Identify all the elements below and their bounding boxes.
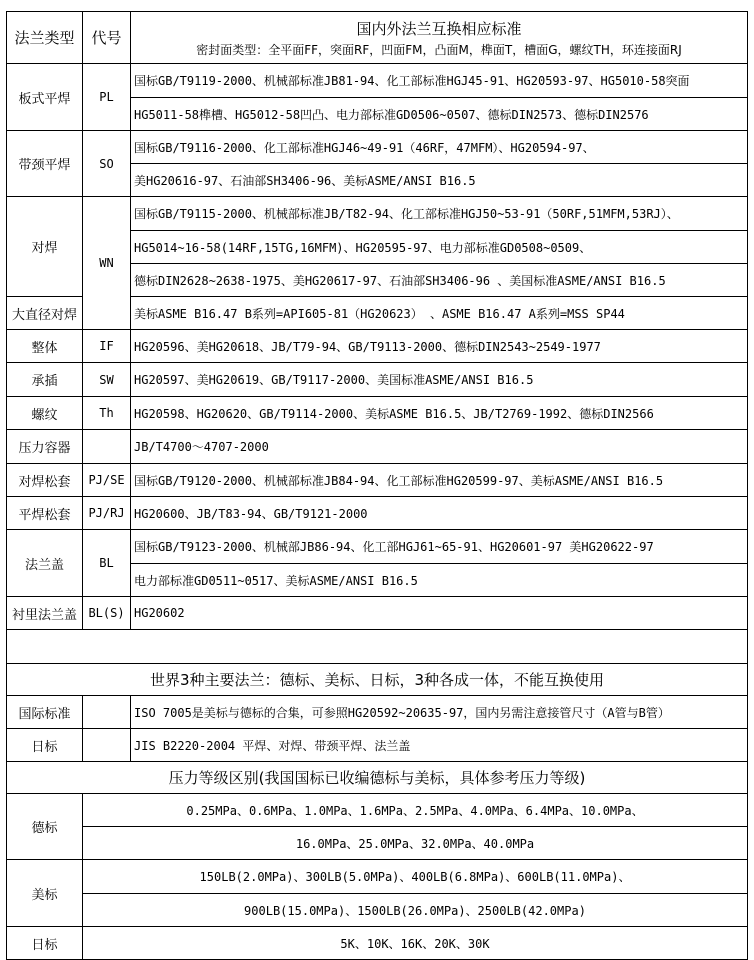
flange-type: 板式平焊 xyxy=(7,64,83,131)
standard-line: 国标GB/T9119-2000、机械部标准JB81-94、化工部标准HGJ45-91、HG20593-97、HG5010-58突面 xyxy=(131,64,748,98)
flange-type: 平焊松套 xyxy=(7,497,83,530)
table-row xyxy=(7,827,748,860)
flange-type: 对焊松套 xyxy=(7,464,83,497)
flange-code: PJ/RJ xyxy=(83,497,131,530)
sealing-face-types: 密封面类型：全平面FF，突面RF，凹面FM，凸面M，榫面T，槽面G，螺纹TH，环连接面RJ xyxy=(196,42,682,57)
standard-line: HG20598、HG20620、GB/T9114-2000、美标ASME B16.5、JB/T2769-1992、德标DIN2566 xyxy=(131,397,748,430)
header-row xyxy=(7,12,748,64)
table-row xyxy=(7,927,748,960)
jp-pressure-label: 日标 xyxy=(7,927,83,960)
table-row xyxy=(7,597,748,630)
table-row xyxy=(7,794,748,827)
standard-line: 国标GB/T9120-2000、机械部标准JB84-94、化工部标准HG20599-97、美标ASME/ANSI B16.5 xyxy=(131,464,748,497)
header-standards xyxy=(131,12,748,64)
table-row xyxy=(7,131,748,164)
standard-line: 美HG20616-97、石油部SH3406-96、美标ASME/ANSI B16.5 xyxy=(131,164,748,197)
standard-line: 电力部标准GD0511~0517、美标ASME/ANSI B16.5 xyxy=(131,564,748,597)
table-row xyxy=(7,430,748,464)
pressure-banner-row xyxy=(7,762,748,794)
blank-row xyxy=(7,630,748,664)
pressure-banner: 压力等级区别(我国国标已收编德标与美标，具体参考压力等级) xyxy=(7,762,748,794)
table-title: 国内外法兰互换相应标准 xyxy=(356,19,522,38)
table-row xyxy=(7,894,748,927)
intl-label: 国际标准 xyxy=(7,696,83,729)
intl-text: ISO 7005是美标与德标的合集，可参照HG20592~20635-97，国内另需注意接管尺寸（A管与B管） xyxy=(131,696,748,729)
table-row xyxy=(7,464,748,497)
standard-line: HG5011-58榫槽、HG5012-58凹凸、电力部标准GD0506~0507、德标DIN2573、德标DIN2576 xyxy=(131,98,748,131)
world-banner-row xyxy=(7,664,748,696)
flange-type: 大直径对焊 xyxy=(7,297,83,330)
flange-type: 整体 xyxy=(7,330,83,363)
standard-line: HG20600、JB/T83-94、GB/T9121-2000 xyxy=(131,497,748,530)
flange-type: 螺纹 xyxy=(7,397,83,430)
flange-standards-table xyxy=(6,11,748,960)
flange-code: PJ/SE xyxy=(83,464,131,497)
standard-line: HG20597、美HG20619、GB/T9117-2000、美国标准ASME/ANSI B16.5 xyxy=(131,363,748,397)
standard-line: HG20602 xyxy=(131,597,748,630)
flange-code: WN xyxy=(83,197,131,330)
flange-code: IF xyxy=(83,330,131,363)
blank-cell xyxy=(7,630,748,664)
flange-code: Th xyxy=(83,397,131,430)
flange-type: 带颈平焊 xyxy=(7,131,83,197)
header-type: 法兰类型 xyxy=(7,12,83,64)
flange-code: PL xyxy=(83,64,131,131)
standard-line: 美标ASME B16.47 B系列=API605-81（HG20623） 、ASME B16.47 A系列=MSS SP44 xyxy=(131,297,748,330)
flange-type: 法兰盖 xyxy=(7,530,83,597)
empty-code xyxy=(83,729,131,762)
pressure-line: 16.0MPa、25.0MPa、32.0MPa、40.0MPa xyxy=(83,827,748,860)
us-label: 美标 xyxy=(7,860,83,927)
flange-code xyxy=(83,430,131,464)
flange-type: 对焊 xyxy=(7,197,83,297)
world-banner: 世界3种主要法兰：德标、美标、日标，3种各成一体，不能互换使用 xyxy=(7,664,748,696)
table-row xyxy=(7,530,748,564)
standard-line: 国标GB/T9115-2000、机械部标准JB/T82-94、化工部标准HGJ50~53-91（50RF,51MFM,53RJ）、 xyxy=(131,197,748,231)
pressure-line: 900LB(15.0MPa)、1500LB(26.0MPa)、2500LB(42.0MPa) xyxy=(83,894,748,927)
table-row xyxy=(7,729,748,762)
table-row xyxy=(7,860,748,894)
pressure-line: 0.25MPa、0.6MPa、1.0MPa、1.6MPa、2.5MPa、4.0MPa、6.4MPa、10.0MPa、 xyxy=(83,794,748,827)
empty-code xyxy=(83,696,131,729)
header-code: 代号 xyxy=(83,12,131,64)
table-row xyxy=(7,330,748,363)
table-row xyxy=(7,397,748,430)
de-label: 德标 xyxy=(7,794,83,860)
flange-type: 承插 xyxy=(7,363,83,397)
table-row xyxy=(7,497,748,530)
jp-text: JIS B2220-2004 平焊、对焊、带颈平焊、法兰盖 xyxy=(131,729,748,762)
flange-type: 衬里法兰盖 xyxy=(7,597,83,630)
standard-line: HG5014~16-58(14RF,15TG,16MFM)、HG20595-97、电力部标准GD0508~0509、 xyxy=(131,231,748,264)
table-row xyxy=(7,363,748,397)
table-row xyxy=(7,64,748,98)
flange-code: BL(S) xyxy=(83,597,131,630)
pressure-line: 150LB(2.0MPa)、300LB(5.0MPa)、400LB(6.8MPa)、600LB(11.0MPa)、 xyxy=(83,860,748,894)
jp-label: 日标 xyxy=(7,729,83,762)
pressure-line: 5K、10K、16K、20K、30K xyxy=(83,927,748,960)
standard-line: 德标DIN2628~2638-1975、美HG20617-97、石油部SH3406-96 、美国标准ASME/ANSI B16.5 xyxy=(131,264,748,297)
table-row xyxy=(7,197,748,231)
flange-code: SO xyxy=(83,131,131,197)
table-row xyxy=(7,696,748,729)
standard-line: 国标GB/T9123-2000、机械部JB86-94、化工部HGJ61~65-91、HG20601-97 美HG20622-97 xyxy=(131,530,748,564)
flange-code: BL xyxy=(83,530,131,597)
standard-line: 国标GB/T9116-2000、化工部标准HGJ46~49-91（46RF，47MFM）、HG20594-97、 xyxy=(131,131,748,164)
flange-type: 压力容器 xyxy=(7,430,83,464)
flange-code: SW xyxy=(83,363,131,397)
standard-line: JB/T4700～4707-2000 xyxy=(131,430,748,464)
standard-line: HG20596、美HG20618、JB/T79-94、GB/T9113-2000、德标DIN2543~2549-1977 xyxy=(131,330,748,363)
